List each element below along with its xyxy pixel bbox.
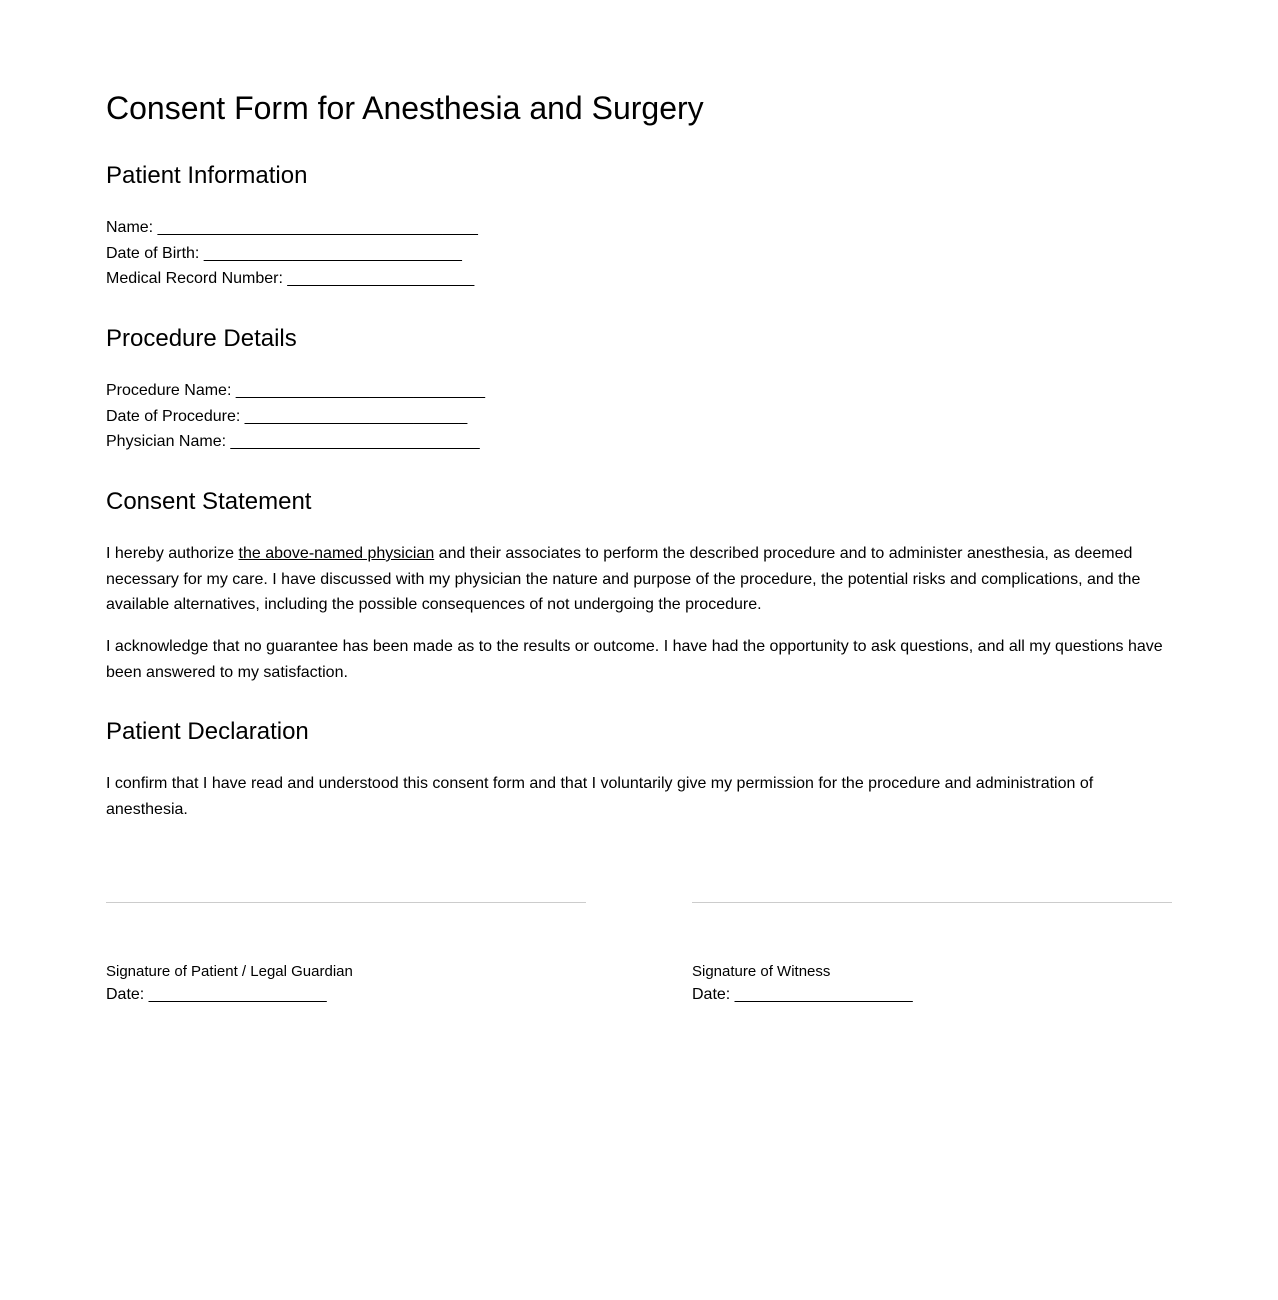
procedure-name-field[interactable] [106,378,485,404]
section-heading-patient-declaration: Patient Declaration [106,718,309,745]
patient-information-fields [106,215,478,292]
field-label: Date of Procedure: [106,407,241,425]
consent-paragraph-2: I acknowledge that no guarantee has been made as to the results or outcome. I have had the opportunity to ask questions, and all my questions have been answered to my satisfaction. [106,638,1163,681]
field-blank-line[interactable]: ____________________________________ [157,219,478,236]
witness-signature-label: Signature of Witness [692,963,831,980]
field-blank-line[interactable]: ____________________________ [230,433,480,450]
field-label: Procedure Name: [106,382,232,399]
consent-paragraph-1 [106,541,1172,618]
section-heading-consent-statement: Consent Statement [106,488,312,515]
paragraph-text: I hereby authorize [106,545,239,562]
date-of-procedure-field[interactable] [106,404,485,430]
patient-signature-label: Signature of Patient / Legal Guardian [106,963,353,980]
section-heading-procedure-details: Procedure Details [106,325,297,352]
patient-signature-date-field[interactable] [106,982,586,1007]
witness-signature-line[interactable] [692,902,1172,903]
witness-signature-block [692,902,1172,1007]
witness-signature-date-field[interactable] [692,982,1172,1007]
field-label: Medical Record Number: [106,270,283,287]
date-of-birth-field[interactable] [106,241,478,267]
field-blank-line[interactable]: ____________________________ [235,382,485,399]
paragraph-text: and their associates to perform the described procedure and to administer anesthesia, as deemed necessary for my care. I have discussed with my physician the nature and purpose of the procedure, the potential risks and complications, and the available alternatives, including the possible consequences of not undergoing the procedure. [106,545,1141,614]
declaration-paragraph: I confirm that I have read and understood this consent form and that I voluntarily give my permission for the procedure and administration of anesthesia. [106,775,1094,818]
date-label: Date: [106,986,145,1003]
procedure-details-fields [106,378,485,455]
patient-signature-block [106,902,586,1007]
field-label: Date of Birth: [106,244,200,262]
date-blank-line[interactable]: ____________________ [734,986,913,1003]
field-blank-line[interactable]: _____________________________ [203,244,462,262]
date-blank-line[interactable]: ____________________ [148,986,327,1003]
name-field[interactable] [106,215,478,241]
field-label: Physician Name: [106,433,227,450]
section-heading-patient-information: Patient Information [106,162,308,189]
page-title: Consent Form for Anesthesia and Surgery [106,90,704,126]
field-label: Name: [106,219,154,236]
medical-record-number-field[interactable] [106,266,478,292]
date-label: Date: [692,986,731,1003]
physician-name-field[interactable] [106,429,485,455]
patient-signature-line[interactable] [106,902,586,903]
field-blank-line[interactable]: _________________________ [244,407,468,425]
above-named-physician-link[interactable]: the above-named physician [238,545,435,562]
field-blank-line[interactable]: _____________________ [287,270,475,287]
